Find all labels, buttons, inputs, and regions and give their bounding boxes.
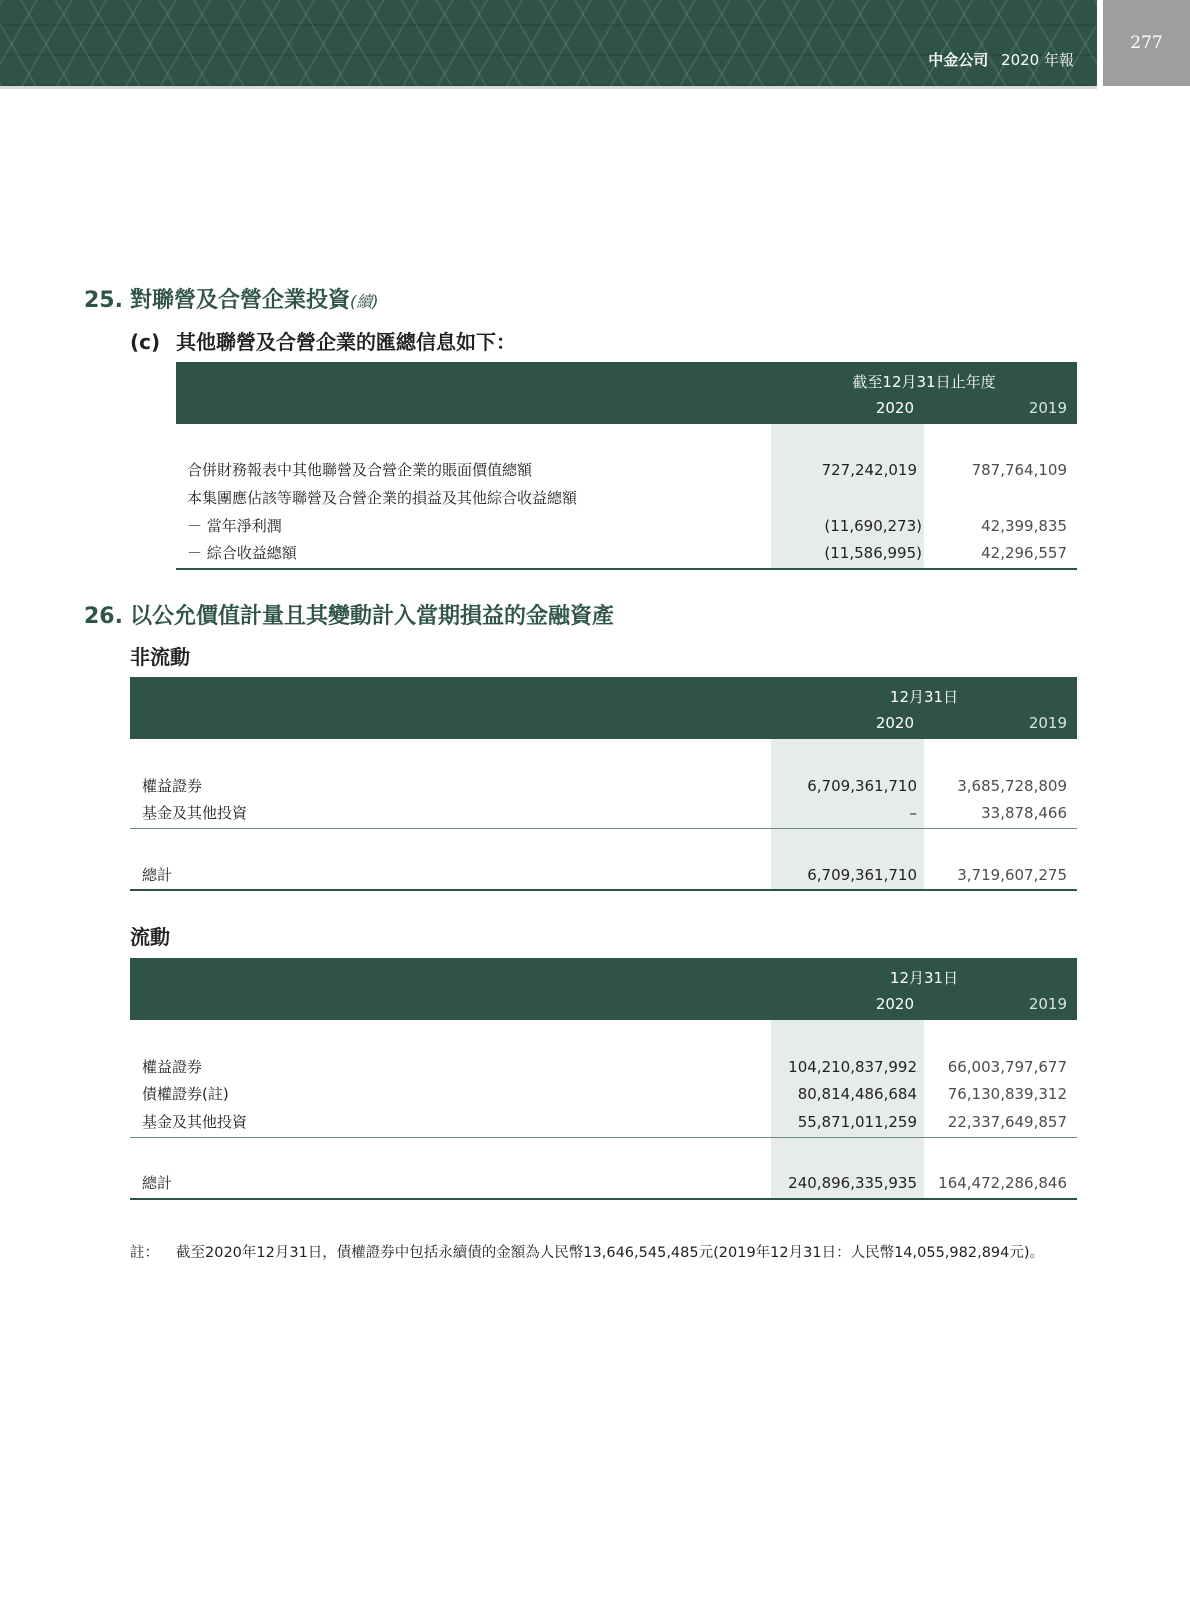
header-year-2020: 2020 xyxy=(875,995,914,1013)
table-row xyxy=(130,800,1077,827)
row-label: 合併財務報表中其他聯營及合營企業的賬面價值總額 xyxy=(187,461,533,479)
subsection-title-text: 其他聯營及合營企業的匯總信息如下： xyxy=(176,330,516,354)
row-label: 總計 xyxy=(142,866,173,884)
current-heading xyxy=(130,921,170,950)
value-2020: 6,709,361,710 xyxy=(807,866,917,884)
value-2019: 787,764,109 xyxy=(971,461,1067,479)
section-title-text: 以公允價值計量且其變動計入當期損益的金融資產 xyxy=(130,604,615,629)
row-label: 總計 xyxy=(142,1174,173,1192)
value-2020: – xyxy=(909,804,917,822)
header-year-2019: 2019 xyxy=(1028,399,1067,417)
total-row xyxy=(130,862,1077,889)
running-header xyxy=(928,49,1074,70)
header-year-2019: 2019 xyxy=(1028,995,1067,1013)
value-2019: 22,337,649,857 xyxy=(947,1113,1067,1131)
subsection-label: (c) xyxy=(130,330,161,354)
header-period: 12月31日 xyxy=(889,969,959,987)
heading-text: 非流動 xyxy=(130,645,190,669)
table-row xyxy=(176,457,1077,484)
row-label: 權益證券 xyxy=(142,777,203,795)
value-2019: 33,878,466 xyxy=(981,804,1067,822)
page-number: 277 xyxy=(1130,33,1163,53)
header-period: 12月31日 xyxy=(889,688,959,706)
header-year-2020: 2020 xyxy=(875,399,914,417)
header-year-2020: 2020 xyxy=(875,714,914,732)
value-2019: 3,685,728,809 xyxy=(957,777,1067,795)
company-name: 中金公司 xyxy=(928,51,989,69)
row-label: － 當年淨利潤 xyxy=(187,517,282,535)
section-number: 25. xyxy=(84,288,123,313)
subtotal-rule xyxy=(130,1137,1077,1138)
noncurrent-table xyxy=(130,677,1077,891)
table-row xyxy=(176,513,1077,540)
report-name: 2020 年報 xyxy=(1001,51,1074,69)
value-2019: 164,472,286,846 xyxy=(938,1174,1067,1192)
row-label: 本集團應佔該等聯營及合營企業的損益及其他綜合收益總額 xyxy=(187,489,578,507)
total-row xyxy=(130,1170,1077,1197)
value-2019: 66,003,797,677 xyxy=(947,1058,1067,1076)
value-2020: 727,242,019 xyxy=(821,461,917,479)
footnote-text: 截至2020年12月31日，債權證券中包括永續債的金額為人民幣13,646,545,485元(2019年12月31日：人民幣14,055,982,894元)。 xyxy=(176,1245,1045,1261)
section-26-title xyxy=(84,599,614,630)
section-title-text: 對聯營及合營企業投資 xyxy=(130,288,351,313)
value-2020: 104,210,837,992 xyxy=(788,1058,917,1076)
table-row xyxy=(176,540,1077,567)
value-2020: 6,709,361,710 xyxy=(807,777,917,795)
value-2020: 240,896,335,935 xyxy=(788,1174,917,1192)
value-2019: 76,130,839,312 xyxy=(947,1085,1067,1103)
value-2019: 42,296,557 xyxy=(981,544,1067,562)
associates-table xyxy=(176,362,1077,570)
header-year-2019: 2019 xyxy=(1028,714,1067,732)
row-label: － 綜合收益總額 xyxy=(187,544,297,562)
table-bottom-rule xyxy=(176,568,1077,570)
table-row xyxy=(130,1109,1077,1136)
current-table xyxy=(130,958,1077,1200)
page-number-box xyxy=(1103,0,1190,86)
table-row xyxy=(130,1054,1077,1081)
section-25c-title xyxy=(130,326,516,355)
header-banner xyxy=(0,0,1097,86)
section-25-title xyxy=(84,283,379,314)
footnote-label: 註： xyxy=(130,1245,159,1261)
row-label: 權益證券 xyxy=(142,1058,203,1076)
table-row xyxy=(130,1081,1077,1108)
table-row xyxy=(130,773,1077,800)
table-bottom-rule xyxy=(130,1198,1077,1200)
header-divider xyxy=(0,86,1097,89)
value-2020: 80,814,486,684 xyxy=(797,1085,917,1103)
row-label: 債權證券(註) xyxy=(142,1085,229,1103)
value-2019: 3,719,607,275 xyxy=(957,866,1067,884)
value-2020: (11,586,995) xyxy=(824,544,922,562)
value-2020: 55,871,011,259 xyxy=(797,1113,917,1131)
value-2019: 42,399,835 xyxy=(981,517,1067,535)
section-number: 26. xyxy=(84,604,123,629)
heading-text: 流動 xyxy=(130,925,170,949)
subtotal-rule xyxy=(130,828,1077,829)
noncurrent-heading xyxy=(130,641,190,670)
table-bottom-rule xyxy=(130,889,1077,891)
table-row xyxy=(176,485,1077,512)
value-2020: (11,690,273) xyxy=(824,517,922,535)
header-period: 截至12月31日止年度 xyxy=(852,373,996,391)
row-label: 基金及其他投資 xyxy=(142,804,248,822)
continued-marker: (續) xyxy=(350,292,379,311)
row-label: 基金及其他投資 xyxy=(142,1113,248,1131)
